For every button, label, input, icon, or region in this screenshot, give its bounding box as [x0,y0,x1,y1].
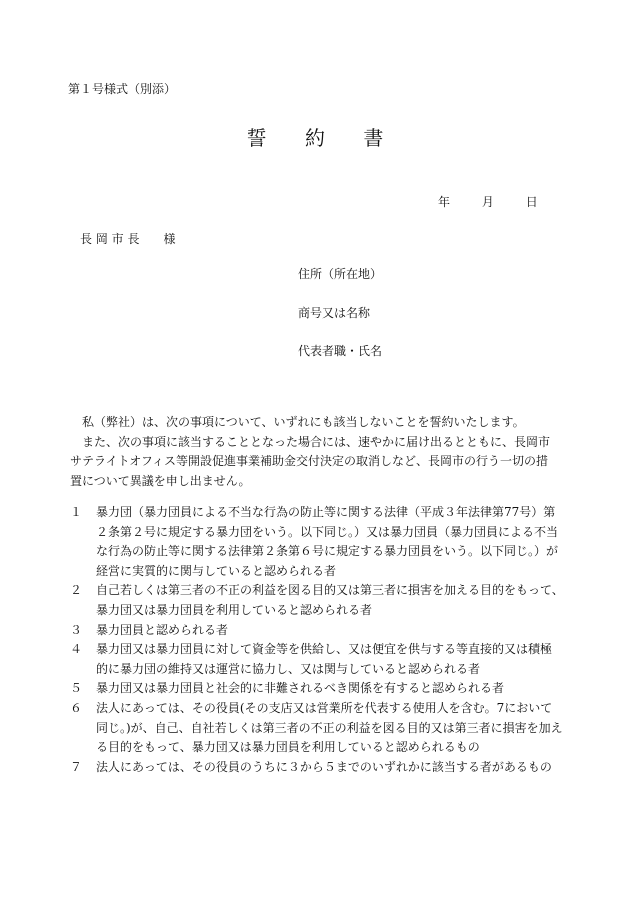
list-item-line: ２条第２号に規定する暴力団をいう。以下同じ。）又は暴力団員（暴力団員による不当 [96,524,559,539]
declaration-line: サテライトオフィス等開設促進事業補助金交付決定の取消しなど、長岡市の行う一切の措 [70,454,548,468]
declaration-paragraph [70,413,570,491]
date-day: 日 [525,195,538,209]
title-char: 書 [363,126,384,150]
list-item-line: る目的をもって、暴力団又は暴力団員を利用していると認められるもの [96,740,480,755]
item-number: ６ [70,700,83,715]
item-number: ４ [70,642,83,657]
title-char: 誓 [246,126,267,150]
declaration-line: 私（弊社）は、次の事項について、いずれにも該当しないことを誓約いたします。 [70,415,525,429]
item-number: ３ [70,622,83,637]
list-item-line: な行為の防止等に関する法律第２条第６号に規定する暴力団員をいう。以下同じ。）が [96,544,559,559]
list-item-line: ４ 暴力団又は暴力団員に対して資金等を供給し、又は便宜を供与する等直接的又は積極 [70,640,580,660]
list-item-line: ５ 暴力団又は暴力団員と社会的に非難されるべき関係を有すると認められる者 [70,679,580,699]
list-item-line: 経営に実質的に関与していると認められる者 [96,563,337,578]
declaration-line: 置について異議を申し出ません。 [70,473,251,488]
document-title [0,122,630,151]
date-year: 年 [438,195,451,209]
list-item-line: ７ 法人にあっては、その役員のうちに３から５までのいずれかに該当する者があるもの [70,758,580,778]
date-line [438,193,538,210]
item-number: ７ [70,759,83,774]
disqualification-list [70,503,580,777]
item-number: ２ [70,583,83,598]
date-month: 月 [481,195,494,209]
applicant-representative-label: 代表者職・氏名 [298,344,383,358]
form-number: 第１号様式（別添） [68,82,177,96]
list-item-line: 的に暴力団の維持又は運営に協力し、又は関与していると認められる者 [96,661,481,676]
addressee: 長 岡 市 長 様 [80,232,176,246]
list-item-line: 暴力団又は暴力団員を利用していると認められる者 [96,602,373,617]
applicant-company-label: 商号又は名称 [298,306,371,320]
list-item-line: １ 暴力団（暴力団員による不当な行為の防止等に関する法律（平成３年法律第77号）第 [70,503,580,523]
applicant-address-label: 住所（所在地） [298,267,383,281]
item-number: １ [70,505,83,519]
declaration-line: また、次の事項に該当することとなった場合には、速やかに届け出るとともに、長岡市 [70,434,551,449]
list-item-line: ２ 自己若しくは第三者の不正の利益を図る目的又は第三者に損害を加える目的をもって、 [70,581,580,601]
list-item-line: ３ 暴力団員と認められる者 [70,621,580,641]
list-item-line: 同じ。)が、自己、自社若しくは第三者の不正の利益を図る目的又は第三者に損害を加え [96,720,563,735]
title-char: 約 [305,126,325,150]
item-number: ５ [70,681,83,696]
list-item-line: ６ 法人にあっては、その役員(その支店又は営業所を代表する使用人を含む。7において [70,699,580,719]
